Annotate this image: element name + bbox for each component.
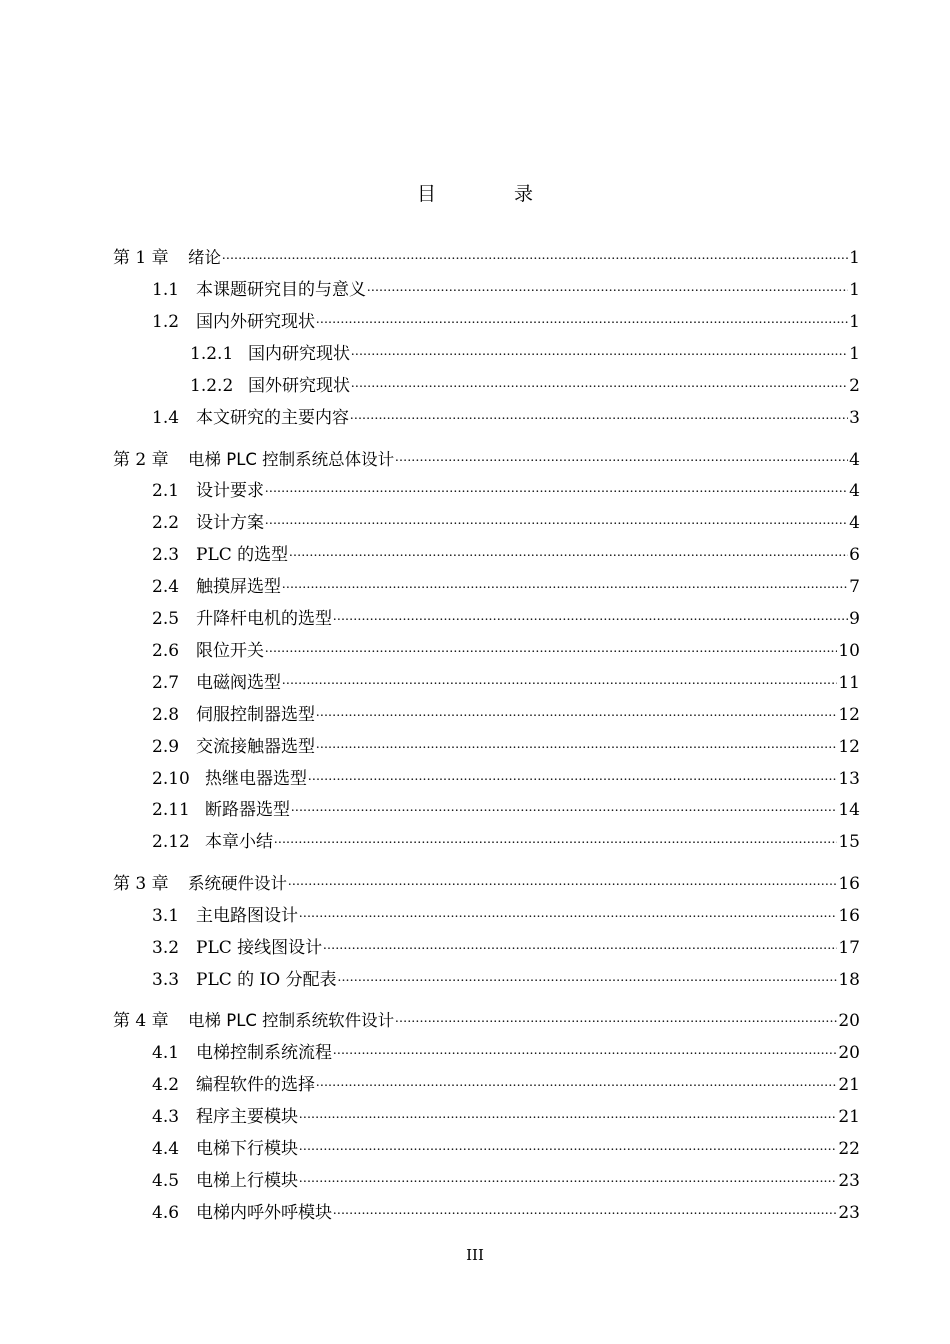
toc-entry-label: 电梯控制系统流程 <box>196 1043 332 1063</box>
page-title: 目 录 <box>416 183 570 205</box>
toc-entry-number: 1.1 <box>152 280 180 300</box>
toc-entry[interactable] <box>152 278 860 302</box>
toc-entry-page: 1 <box>849 248 860 268</box>
toc-leader-dots <box>288 875 837 889</box>
toc-entry-page: 22 <box>838 1139 860 1159</box>
toc-leader-dots <box>316 313 848 327</box>
toc-entry-label: 国内研究现状 <box>248 344 350 364</box>
toc-leader-dots <box>265 482 848 496</box>
toc-entry-page: 12 <box>838 705 860 725</box>
toc-entry[interactable] <box>152 904 860 928</box>
toc-leader-dots <box>274 833 837 847</box>
toc-entry[interactable] <box>113 1009 860 1033</box>
toc-entry[interactable] <box>152 1073 860 1097</box>
toc-entry-page: 23 <box>838 1171 860 1191</box>
toc-entry[interactable] <box>152 575 860 599</box>
toc-entry[interactable] <box>152 1105 860 1129</box>
toc-entry-number: 3.3 <box>152 970 180 990</box>
toc-entry-label: 程序主要模块 <box>196 1107 298 1127</box>
toc-entry[interactable] <box>152 310 860 334</box>
toc-entry-number: 4.6 <box>152 1203 180 1223</box>
toc-entry-number: 第 4 章 <box>113 1011 169 1031</box>
toc-entry[interactable] <box>113 246 860 270</box>
toc-entry[interactable] <box>113 448 860 472</box>
toc-entry-label: 电磁阀选型 <box>196 673 281 693</box>
toc-entry[interactable] <box>152 511 860 535</box>
toc-entry-label: 主电路图设计 <box>196 906 298 926</box>
toc-entry-number: 1.2 <box>152 312 180 332</box>
toc-entry-label: 断路器选型 <box>205 800 290 820</box>
toc-leader-dots <box>351 345 848 359</box>
toc-leader-dots <box>333 1204 837 1218</box>
toc-entry-page: 1 <box>849 344 860 364</box>
toc-entry-page: 14 <box>838 800 860 820</box>
toc-entry-number: 2.2 <box>152 513 180 533</box>
toc-entry-label: 国外研究现状 <box>248 376 350 396</box>
toc-entry-page: 10 <box>838 641 860 661</box>
toc-entry-page: 1 <box>849 312 860 332</box>
toc-entry-page: 1 <box>849 280 860 300</box>
toc-entry-label: 本文研究的主要内容 <box>196 408 349 428</box>
toc-leader-dots <box>367 281 848 295</box>
toc-entry-label: 国内外研究现状 <box>196 312 315 332</box>
toc-entry-page: 6 <box>849 545 860 565</box>
toc-leader-dots <box>299 1172 837 1186</box>
toc-entry-number: 4.3 <box>152 1107 180 1127</box>
toc-entry-label: 热继电器选型 <box>205 769 307 789</box>
toc-entry-number: 2.9 <box>152 737 180 757</box>
toc-entry-label: 伺服控制器选型 <box>196 705 315 725</box>
toc-entry-page: 18 <box>838 970 860 990</box>
toc-entry-page: 2 <box>849 376 860 396</box>
toc-entry[interactable] <box>152 671 860 695</box>
toc-entry-label: 电梯内呼外呼模块 <box>196 1203 332 1223</box>
toc-entry[interactable] <box>152 936 860 960</box>
toc-entry-label: 电梯 PLC 控制系统软件设计 <box>188 1011 395 1030</box>
toc-entry[interactable] <box>190 342 860 366</box>
toc-entry[interactable] <box>152 830 860 854</box>
toc-entry-number: 2.11 <box>152 800 190 820</box>
toc-entry-number: 2.1 <box>152 481 180 501</box>
toc-entry-page: 23 <box>838 1203 860 1223</box>
toc-entry-page: 15 <box>838 832 860 852</box>
toc-entry-label: 系统硬件设计 <box>188 874 287 893</box>
toc-entry-label: 本章小结 <box>205 832 273 852</box>
toc-entry-label: 设计方案 <box>196 513 264 533</box>
toc-leader-dots <box>333 1044 837 1058</box>
toc-entry-page: 21 <box>838 1107 860 1127</box>
toc-entry-number: 第 1 章 <box>113 248 169 268</box>
toc-leader-dots <box>282 674 837 688</box>
toc-entry[interactable] <box>190 374 860 398</box>
toc-entry-page: 17 <box>838 938 860 958</box>
toc-entry-label: PLC 接线图设计 <box>196 938 323 958</box>
toc-entry-number: 3.1 <box>152 906 180 926</box>
toc-entry-label: 交流接触器选型 <box>196 737 315 757</box>
toc-entry-number: 1.2.1 <box>190 344 234 364</box>
toc-entry-number: 第 2 章 <box>113 450 169 470</box>
toc-entry-number: 4.5 <box>152 1171 180 1191</box>
toc-entry-page: 4 <box>849 481 860 501</box>
toc-entry-page: 21 <box>838 1075 860 1095</box>
toc-entry-number: 1.4 <box>152 408 180 428</box>
toc-entry-label: 电梯下行模块 <box>196 1139 298 1159</box>
toc-entry-number: 4.1 <box>152 1043 180 1063</box>
toc-entry-label: 限位开关 <box>196 641 264 661</box>
toc-entry[interactable] <box>152 798 860 822</box>
toc-entry-number: 1.2.2 <box>190 376 234 396</box>
toc-entry-page: 11 <box>838 673 860 693</box>
toc-entry-label: 绪论 <box>188 248 221 267</box>
toc-entry-page: 16 <box>838 874 860 894</box>
toc-entry[interactable] <box>152 1169 860 1193</box>
toc-entry-number: 2.7 <box>152 673 180 693</box>
toc-entry[interactable] <box>152 639 860 663</box>
toc-entry-label: 设计要求 <box>196 481 264 501</box>
toc-entry-number: 3.2 <box>152 938 180 958</box>
toc-entry-page: 4 <box>849 513 860 533</box>
toc-entry-label: 升降杆电机的选型 <box>196 609 332 629</box>
toc-leader-dots <box>316 706 837 720</box>
toc-leader-dots <box>282 578 848 592</box>
toc-leader-dots <box>323 939 837 953</box>
toc-entry-number: 2.10 <box>152 769 190 789</box>
page-number: III <box>466 1246 484 1264</box>
toc-entry[interactable] <box>152 735 860 759</box>
toc-entry[interactable] <box>152 479 860 503</box>
toc-entry-number: 4.4 <box>152 1139 180 1159</box>
toc-entry-page: 3 <box>849 408 860 428</box>
toc-entry[interactable] <box>152 607 860 631</box>
toc-entry[interactable] <box>113 872 860 896</box>
toc-entry-number: 2.8 <box>152 705 180 725</box>
toc-leader-dots <box>350 409 848 423</box>
toc-leader-dots <box>291 801 837 815</box>
toc-entry-page: 7 <box>849 577 860 597</box>
toc-entry-label: 本课题研究目的与意义 <box>196 280 366 300</box>
toc-entry-page: 12 <box>838 737 860 757</box>
toc-entry-number: 2.3 <box>152 545 180 565</box>
toc-entry[interactable] <box>152 767 860 791</box>
toc-entry[interactable] <box>152 1137 860 1161</box>
toc-entry-label: 触摸屏选型 <box>196 577 281 597</box>
toc-leader-dots <box>338 971 838 985</box>
toc-leader-dots <box>265 514 848 528</box>
toc-leader-dots <box>333 610 848 624</box>
toc-entry-number: 2.6 <box>152 641 180 661</box>
toc-entry-page: 9 <box>849 609 860 629</box>
toc-entry-label: 电梯上行模块 <box>196 1171 298 1191</box>
toc-leader-dots <box>316 1076 837 1090</box>
toc-entry-number: 第 3 章 <box>113 874 169 894</box>
toc-entry-number: 4.2 <box>152 1075 180 1095</box>
toc-entry[interactable] <box>152 1201 860 1225</box>
toc-entry[interactable] <box>152 543 860 567</box>
toc-leader-dots <box>289 546 848 560</box>
toc-leader-dots <box>395 451 848 465</box>
toc-entry-label: PLC 的 IO 分配表 <box>196 970 337 990</box>
toc-leader-dots <box>299 1140 837 1154</box>
toc-entry[interactable] <box>152 1041 860 1065</box>
toc-entry-page: 20 <box>838 1011 860 1031</box>
toc-entry-label: PLC 的选型 <box>196 545 289 565</box>
toc-leader-dots <box>299 1108 837 1122</box>
toc-leader-dots <box>222 249 848 263</box>
toc-entry-page: 16 <box>838 906 860 926</box>
toc-entry[interactable] <box>152 968 860 992</box>
toc-entry-page: 13 <box>838 769 860 789</box>
toc-leader-dots <box>299 907 837 921</box>
toc-entry-page: 4 <box>849 450 860 470</box>
toc-leader-dots <box>308 770 837 784</box>
toc-entry-page: 20 <box>838 1043 860 1063</box>
toc-entry[interactable] <box>152 703 860 727</box>
toc-entry-label: 电梯 PLC 控制系统总体设计 <box>188 450 395 469</box>
toc-entry-label: 编程软件的选择 <box>196 1075 315 1095</box>
toc-leader-dots <box>395 1012 837 1026</box>
toc-entry[interactable] <box>152 406 860 430</box>
toc-leader-dots <box>316 738 837 752</box>
toc-entry-number: 2.12 <box>152 832 190 852</box>
toc-entry-number: 2.4 <box>152 577 180 597</box>
toc-entry-number: 2.5 <box>152 609 180 629</box>
toc-leader-dots <box>351 377 848 391</box>
toc-leader-dots <box>265 642 837 656</box>
